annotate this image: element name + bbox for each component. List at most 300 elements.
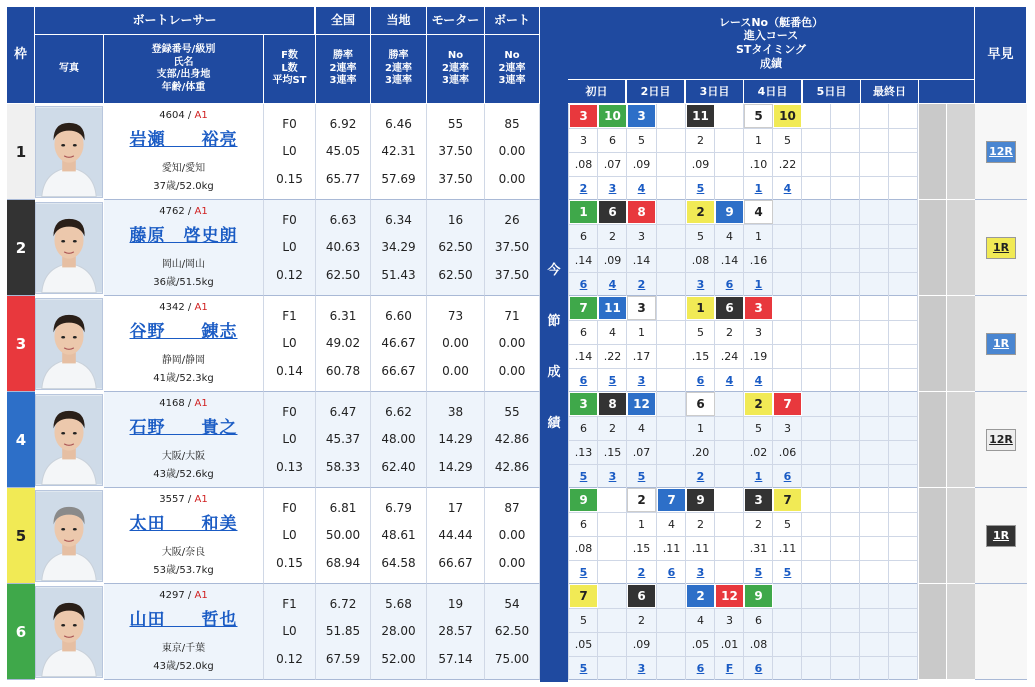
race-no-box[interactable]: 1 (569, 200, 598, 224)
boat-sub-header (485, 35, 540, 104)
st-timing: .16 (749, 253, 768, 267)
racer-name-link[interactable]: 谷野 錬志 (129, 322, 238, 342)
waku-header: 枠 (7, 7, 35, 104)
grid-vline (830, 200, 831, 296)
grid-vline (888, 200, 889, 296)
motor-stat-value: 57.14 (438, 652, 473, 667)
zenkoku-stat-value: 6.31 (329, 308, 357, 323)
fl-stat-value: L0 (282, 432, 297, 447)
race-no-box[interactable]: 9 (569, 488, 598, 512)
motor-stat-value: 14.29 (438, 460, 473, 475)
st-timing: .15 (691, 349, 710, 363)
grid-vline (859, 392, 860, 488)
entry-course: 4 (638, 421, 645, 435)
racer-age-weight: 53歳/53.7kg (153, 565, 214, 576)
race-no-box[interactable]: 3 (627, 296, 656, 320)
zenkoku-sub-line: 2連率 (329, 62, 357, 74)
finish-result[interactable] (627, 560, 656, 584)
finish-result[interactable] (569, 560, 598, 584)
fl-stat-value: F1 (282, 596, 297, 611)
hayami-button[interactable]: 12R (986, 141, 1016, 163)
reg-sep: / (184, 302, 195, 313)
race-no-box[interactable]: 1 (686, 296, 715, 320)
st-timing: .07 (632, 445, 651, 459)
st-timing: .11 (662, 541, 681, 555)
reg-sep: / (184, 206, 195, 217)
finish-result-link[interactable]: 3 (637, 373, 646, 387)
racer-photo (35, 586, 103, 678)
entry-course: 4 (668, 517, 675, 531)
motor-stat-value: 62.50 (438, 240, 473, 255)
race-no-box[interactable]: 7 (569, 296, 598, 320)
race-no-box[interactable]: 5 (744, 104, 773, 128)
st-timing: .14 (574, 349, 593, 363)
st-timing: .05 (691, 637, 710, 651)
finish-result[interactable] (715, 656, 744, 680)
racer-reg (104, 110, 263, 121)
race-no-box[interactable]: 6 (627, 584, 656, 608)
boat-stat-value: 55 (504, 404, 520, 419)
waku-cell: 6 (7, 584, 35, 680)
reg-sep: / (184, 110, 195, 121)
motor-sub-header (427, 35, 485, 104)
finish-result-link[interactable]: 6 (696, 373, 705, 387)
hayami-cell (975, 104, 1027, 200)
finish-result[interactable] (744, 656, 773, 680)
race-no-box[interactable]: 9 (715, 200, 744, 224)
zenkoku-stat (316, 488, 371, 584)
entry-course: 2 (697, 517, 704, 531)
racer-photo-svg (36, 587, 102, 677)
finish-result-link[interactable]: 2 (637, 277, 646, 291)
finish-result[interactable] (715, 368, 744, 392)
touchi-sub-header (371, 35, 427, 104)
touchi-stat-value: 6.46 (385, 116, 412, 131)
hayami-header: 早見 (975, 7, 1027, 104)
boat-racer-header: ボートレーサー (35, 7, 315, 35)
grid-vline (830, 392, 831, 488)
st-timing: .14 (632, 253, 651, 267)
finish-result[interactable] (627, 656, 656, 680)
racer-reg (104, 494, 263, 505)
boat-stat (485, 488, 540, 584)
fl-stat (264, 392, 316, 488)
fl-stat-value: 0.12 (276, 268, 303, 283)
finish-result[interactable] (657, 560, 686, 584)
finish-result-link[interactable]: 6 (754, 661, 763, 675)
finish-result[interactable] (627, 176, 656, 200)
st-timing: .05 (574, 637, 593, 651)
st-timing: .19 (749, 349, 768, 363)
finish-result-link[interactable]: 4 (754, 373, 763, 387)
racer-photo-svg (36, 395, 102, 485)
boat-stat-value: 87 (504, 500, 520, 515)
racer-age-weight: 41歳/52.3kg (153, 373, 214, 384)
finish-result-link[interactable]: 2 (637, 565, 646, 579)
finish-result-link[interactable]: 4 (608, 277, 617, 291)
fl-stat-value: L0 (282, 144, 297, 159)
racer-info-header-line: 支部/出身地 (156, 69, 211, 80)
zenkoku-sub-line: 勝率 (333, 50, 353, 62)
finish-result-link[interactable]: 5 (579, 565, 588, 579)
race-no-box[interactable]: 7 (569, 584, 598, 608)
racer-photo-svg (36, 107, 102, 197)
racer-name-link[interactable]: 岩瀬 裕亮 (129, 130, 238, 150)
finish-result[interactable] (773, 560, 802, 584)
racer-name-link[interactable]: 太田 和美 (129, 514, 238, 534)
finish-result[interactable] (744, 560, 773, 584)
finish-result-link[interactable]: 6 (725, 277, 734, 291)
motor-stat-value: 37.50 (438, 172, 473, 187)
race-no-box[interactable]: 9 (744, 584, 773, 608)
grid-vline (888, 488, 889, 584)
entry-course: 3 (726, 613, 733, 627)
touchi-stat-value: 42.31 (381, 144, 416, 159)
finish-result-link[interactable]: 5 (754, 565, 763, 579)
grid-vline (859, 104, 860, 200)
finish-result[interactable] (744, 272, 773, 296)
day-header: 3日目 (686, 80, 744, 104)
finish-result-link[interactable]: 5 (637, 469, 646, 483)
hayami-button[interactable]: 1R (986, 237, 1016, 259)
finish-result-link[interactable]: 5 (696, 181, 705, 195)
racer-info (104, 104, 264, 200)
reg-sep: / (184, 590, 195, 601)
entry-course: 6 (580, 229, 587, 243)
finish-result-link[interactable]: 6 (579, 373, 588, 387)
motor-stat-value: 0.00 (442, 364, 469, 379)
grid-vline (859, 584, 860, 680)
race-no-box[interactable]: 6 (715, 296, 744, 320)
finish-result-link[interactable]: 3 (637, 661, 646, 675)
fl-header-line: F数 (281, 50, 298, 62)
entry-course: 5 (580, 613, 587, 627)
finish-result[interactable] (686, 656, 715, 680)
race-no-box[interactable]: 8 (598, 392, 627, 416)
touchi-stat (371, 200, 427, 296)
fl-stat-value: 0.14 (276, 364, 303, 379)
grid-vline (830, 296, 831, 392)
touchi-stat-value: 52.00 (381, 652, 416, 667)
st-timing: .08 (749, 637, 768, 651)
boat-stat-value: 62.50 (494, 624, 530, 639)
finish-result[interactable] (569, 176, 598, 200)
hayami-button[interactable]: 1R (986, 333, 1016, 355)
day-header: 最終日 (861, 80, 919, 104)
hayami-cell (975, 200, 1027, 296)
finish-result[interactable] (686, 368, 715, 392)
race-no-box[interactable]: 2 (744, 392, 773, 416)
fl-stat-value: 0.12 (276, 652, 303, 667)
finish-result-link[interactable]: F (725, 661, 734, 675)
grid-vline (888, 296, 889, 392)
entry-course: 2 (697, 133, 704, 147)
finish-result-link[interactable]: 1 (754, 277, 763, 291)
grid-vline (917, 584, 918, 680)
finish-result[interactable] (773, 464, 802, 488)
reg-number: 4762 (159, 206, 185, 217)
touchi-stat-value: 51.43 (381, 268, 416, 283)
motor-stat (427, 392, 485, 488)
finish-result-link[interactable]: 6 (696, 661, 705, 675)
fl-stat (264, 296, 316, 392)
grid-vline (830, 488, 831, 584)
finish-result-link[interactable]: 1 (754, 469, 763, 483)
st-timing: .09 (632, 637, 651, 651)
finish-result-link[interactable]: 6 (783, 469, 792, 483)
entry-course: 2 (755, 517, 762, 531)
st-timing: .14 (720, 253, 739, 267)
fl-stat-value: F0 (282, 212, 297, 227)
grid-vline (656, 584, 657, 680)
racer-class: A1 (194, 302, 208, 313)
finish-result[interactable] (627, 272, 656, 296)
st-timing: .13 (574, 445, 593, 459)
race-no-box[interactable]: 2 (686, 584, 715, 608)
fl-stat (264, 200, 316, 296)
racer-info-header-line: 年齢/体重 (161, 81, 206, 93)
race-no-box[interactable]: 10 (598, 104, 627, 128)
finish-result[interactable] (773, 176, 802, 200)
race-no-box[interactable]: 2 (686, 200, 715, 224)
touchi-stat-value: 28.00 (381, 624, 416, 639)
fl-stat-value: F0 (282, 500, 297, 515)
boat-stat-value: 26 (504, 212, 520, 227)
grid-vline (888, 584, 889, 680)
day-header: 5日目 (803, 80, 861, 104)
racer-info (104, 392, 264, 488)
touchi-stat-value: 34.29 (381, 240, 416, 255)
race-no-box[interactable]: 3 (744, 488, 773, 512)
racer-name-link[interactable]: 石野 貴之 (129, 418, 238, 438)
hayami-cell (975, 392, 1027, 488)
finish-result-link[interactable]: 6 (667, 565, 676, 579)
entry-course: 5 (755, 421, 762, 435)
touchi-sub-line: 2連率 (385, 62, 412, 74)
finish-result-link[interactable]: 2 (579, 181, 588, 195)
finish-result-link[interactable]: 3 (608, 181, 617, 195)
finish-result[interactable] (627, 368, 656, 392)
motor-stat-value: 44.44 (438, 528, 473, 543)
entry-course: 6 (580, 421, 587, 435)
fl-stat-value: F0 (282, 116, 297, 131)
reg-number: 4297 (159, 590, 185, 601)
finish-result-link[interactable]: 2 (696, 469, 705, 483)
fl-header (264, 35, 316, 104)
racer-reg (104, 590, 263, 601)
hayami-button[interactable]: 12R (986, 429, 1016, 451)
finish-result-link[interactable]: 4 (783, 181, 792, 195)
grid-vline (656, 296, 657, 392)
boat-stat-value: 71 (504, 308, 520, 323)
boat-stat-value: 0.00 (498, 172, 526, 187)
race-no-box[interactable]: 7 (657, 488, 686, 512)
zenkoku-stat-value: 50.00 (325, 528, 361, 543)
boat-stat (485, 296, 540, 392)
grid-vline (859, 200, 860, 296)
finish-result[interactable] (569, 272, 598, 296)
boat-stat-value: 42.86 (494, 460, 530, 475)
boat-sub-line: 3連率 (498, 75, 526, 87)
race-no-box[interactable]: 7 (773, 392, 802, 416)
finish-result[interactable] (744, 368, 773, 392)
st-timing: .09 (691, 157, 710, 171)
racer-info (104, 296, 264, 392)
racer-branch: 静岡/静岡 (161, 355, 206, 366)
zenkoku-sub-line: 3連率 (329, 75, 357, 87)
grid-vline (917, 200, 918, 296)
race-no-box[interactable]: 9 (686, 488, 715, 512)
race-no-box[interactable]: 3 (569, 392, 598, 416)
fl-stat (264, 488, 316, 584)
finish-result[interactable] (686, 272, 715, 296)
race-no-box[interactable]: 2 (627, 488, 656, 512)
finish-result-link[interactable]: 6 (579, 277, 588, 291)
reg-sep: / (184, 494, 195, 505)
finish-result-link[interactable]: 4 (637, 181, 646, 195)
finish-result[interactable] (715, 272, 744, 296)
gray-col (919, 584, 946, 680)
finish-result[interactable] (598, 272, 627, 296)
race-no-box[interactable]: 3 (569, 104, 598, 128)
finish-result-link[interactable]: 5 (579, 661, 588, 675)
entry-course: 5 (697, 229, 704, 243)
st-timing: .07 (603, 157, 622, 171)
motor-stat (427, 584, 485, 680)
entry-course: 2 (609, 421, 616, 435)
zenkoku-stat (316, 104, 371, 200)
race-no-box[interactable]: 12 (715, 584, 744, 608)
racer-reg (104, 398, 263, 409)
motor-sub-line: No (447, 50, 464, 62)
finish-result-link[interactable]: 4 (725, 373, 734, 387)
race-no-box[interactable]: 3 (627, 104, 656, 128)
entry-course: 5 (638, 133, 645, 147)
race-no-box[interactable]: 11 (598, 296, 627, 320)
gray-col (947, 296, 975, 392)
finish-result-link[interactable]: 5 (608, 373, 617, 387)
fl-stat-value: 0.15 (276, 556, 303, 571)
hayami-button[interactable]: 1R (986, 525, 1016, 547)
entry-course: 2 (638, 613, 645, 627)
racer-age-weight: 43歳/52.6kg (153, 469, 214, 480)
waku-cell: 3 (7, 296, 35, 392)
boat-stat-value: 0.00 (498, 144, 526, 159)
konsetsu-char: 節 (547, 313, 561, 329)
race-no-box[interactable]: 12 (627, 392, 656, 416)
finish-result-link[interactable]: 3 (696, 565, 705, 579)
finish-result[interactable] (744, 176, 773, 200)
motor-stat (427, 104, 485, 200)
boat-stat-value: 54 (504, 596, 520, 611)
racer-photo-svg (36, 491, 102, 581)
race-info-line: レースNo（艇番色） (718, 15, 824, 29)
waku-cell: 1 (7, 104, 35, 200)
finish-result[interactable] (744, 464, 773, 488)
gray-col (947, 200, 975, 296)
finish-result-link[interactable]: 3 (696, 277, 705, 291)
boat-stat-value: 0.00 (498, 336, 526, 351)
finish-result[interactable] (569, 656, 598, 680)
finish-result[interactable] (627, 464, 656, 488)
zenkoku-stat (316, 584, 371, 680)
finish-result[interactable] (569, 464, 598, 488)
touchi-stat-value: 57.69 (381, 172, 416, 187)
entry-course: 6 (580, 325, 587, 339)
zenkoku-stat-value: 45.37 (325, 432, 361, 447)
day-header: 4日目 (744, 80, 802, 104)
reg-number: 4604 (159, 110, 185, 121)
finish-result-link[interactable]: 1 (754, 181, 763, 195)
fl-stat (264, 584, 316, 680)
race-no-box[interactable]: 6 (598, 200, 627, 224)
race-no-box[interactable]: 3 (744, 296, 773, 320)
fl-stat-value: F0 (282, 404, 297, 419)
zenkoku-stat-value: 45.05 (325, 144, 361, 159)
finish-result-link[interactable]: 5 (783, 565, 792, 579)
st-timing: .08 (574, 157, 593, 171)
konsetsu-label (540, 7, 568, 682)
finish-result[interactable] (569, 368, 598, 392)
grid-vline (917, 392, 918, 488)
racer-name-link[interactable]: 山田 哲也 (129, 610, 238, 630)
fl-stat-value: L0 (282, 624, 297, 639)
grid-vline (830, 104, 831, 200)
st-timing: .31 (749, 541, 768, 555)
st-timing: .02 (749, 445, 768, 459)
entry-course: 2 (609, 229, 616, 243)
race-no-box[interactable]: 6 (686, 392, 715, 416)
fl-stat-value: F1 (282, 308, 297, 323)
gray-col (919, 392, 946, 488)
racer-class: A1 (194, 590, 208, 601)
finish-result[interactable] (686, 176, 715, 200)
gray-col (947, 392, 975, 488)
zenkoku-stat-value: 65.77 (325, 172, 361, 187)
race-no-box[interactable]: 10 (773, 104, 802, 128)
boat-stat (485, 584, 540, 680)
boat-stat-value: 0.00 (498, 556, 526, 571)
finish-result[interactable] (686, 560, 715, 584)
grid-vline (801, 296, 802, 392)
race-no-box[interactable]: 7 (773, 488, 802, 512)
finish-result[interactable] (598, 464, 627, 488)
finish-result[interactable] (598, 368, 627, 392)
boat-stat (485, 200, 540, 296)
racer-name-link[interactable]: 藤原 啓史朗 (129, 226, 238, 246)
racer-class: A1 (194, 398, 208, 409)
racer-reg (104, 302, 263, 313)
motor-sub-line: 3連率 (442, 75, 469, 87)
boat-stat-value: 37.50 (494, 268, 530, 283)
race-no-box[interactable]: 11 (686, 104, 715, 128)
finish-result-link[interactable]: 5 (579, 469, 588, 483)
touchi-sub-line: 3連率 (385, 75, 412, 87)
st-timing: .20 (691, 445, 710, 459)
st-timing: .15 (632, 541, 651, 555)
race-info-header (568, 7, 975, 80)
race-info-line: STタイミング (736, 43, 806, 56)
motor-stat-value: 37.50 (438, 144, 473, 159)
zenkoku-stat-value: 6.47 (329, 404, 357, 419)
racer-class: A1 (194, 206, 208, 217)
race-no-box[interactable]: 4 (744, 200, 773, 224)
touchi-stat (371, 104, 427, 200)
race-no-box[interactable]: 8 (627, 200, 656, 224)
finish-result[interactable] (686, 464, 715, 488)
finish-result-link[interactable]: 3 (608, 469, 617, 483)
finish-result[interactable] (598, 176, 627, 200)
